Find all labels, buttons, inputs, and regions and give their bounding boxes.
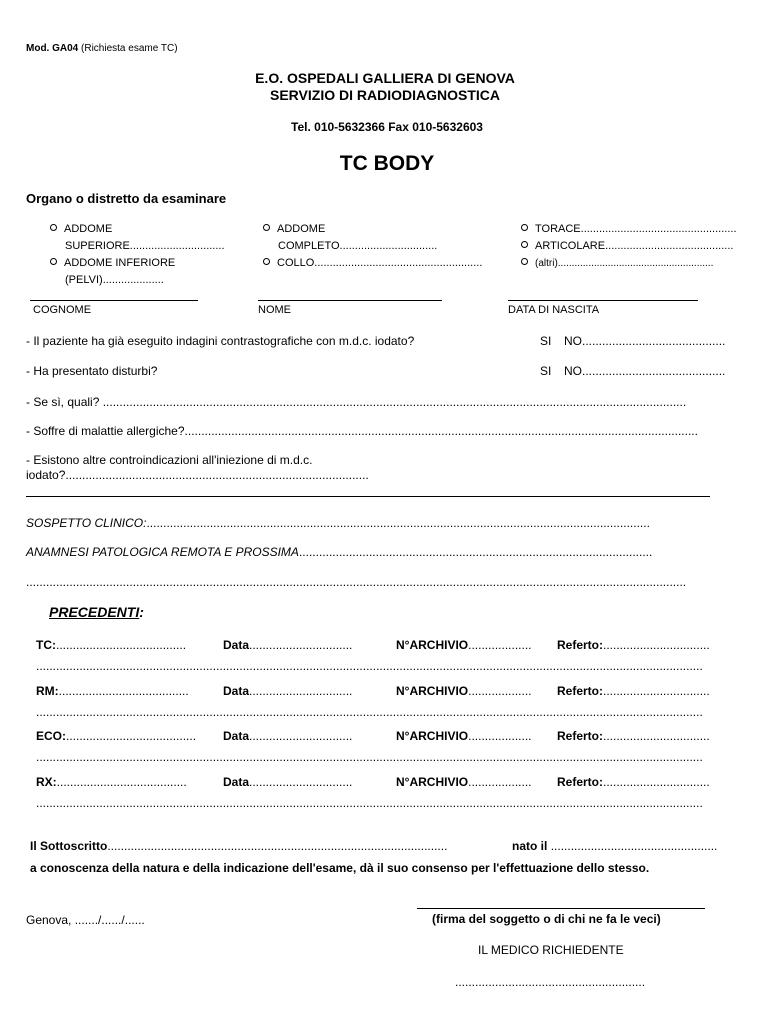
question-contraindications: - Esistono altre controindicazioni all'iniezione di m.d.c. [26, 453, 313, 467]
report-label: Referto: [557, 684, 604, 698]
archive-field[interactable]: ................... [468, 775, 532, 789]
service-name: SERVIZIO DI RADIODIAGNOSTICA [270, 87, 500, 103]
date-field[interactable]: ............................... [249, 775, 353, 789]
option-label: (altri)........................................................ [535, 258, 714, 269]
exam-type-label: TC: [36, 638, 56, 652]
born[interactable] [512, 839, 717, 853]
precedenti-report[interactable] [557, 684, 710, 698]
report-field[interactable]: ................................ [603, 775, 710, 789]
precedenti-date[interactable] [223, 729, 352, 743]
name-field[interactable] [258, 300, 442, 301]
date-field[interactable]: ............................... [249, 729, 353, 743]
archive-label: N°ARCHIVIO [396, 729, 469, 743]
date-label: Data [223, 684, 250, 698]
radio-icon[interactable] [521, 241, 528, 248]
birthdate-label: DATA DI NASCITA [508, 304, 600, 316]
option-torace[interactable] [521, 223, 737, 235]
precedenti-exam[interactable] [36, 684, 189, 698]
precedenti-archive[interactable] [396, 684, 532, 698]
precedenti-notes-line[interactable]: ........................................................................................................................................................................................................ [36, 705, 703, 719]
precedenti-exam[interactable] [36, 775, 187, 789]
anamnesis-field[interactable]: .......................................................................................................... [298, 545, 653, 559]
archive-field[interactable]: ................... [468, 684, 532, 698]
surname-field[interactable] [30, 300, 198, 301]
question-allergies[interactable]: - Soffre di malattie allergiche?.......................................................................................................................................................... [26, 424, 698, 438]
report-label: Referto: [557, 775, 604, 789]
option-label: ADDOME [64, 223, 113, 235]
report-field[interactable]: ................................ [603, 729, 710, 743]
place-date[interactable] [26, 913, 145, 927]
clinical-suspect-label: SOSPETTO CLINICO: [26, 516, 147, 530]
form-code-id: Mod. GA04 [26, 43, 79, 54]
option-label: ADDOME INFERIORE [64, 257, 176, 269]
precedenti-archive[interactable] [396, 638, 532, 652]
archive-label: N°ARCHIVIO [396, 775, 469, 789]
precedenti-date[interactable] [223, 684, 352, 698]
option-label: COLLO....................................................... [277, 257, 483, 269]
anamnesis[interactable] [26, 545, 652, 559]
doctor-signature-field[interactable]: ......................................................... [455, 975, 646, 989]
precedenti-title: PRECEDENTI [49, 604, 140, 620]
born-label: nato il [512, 839, 548, 853]
radio-icon[interactable] [50, 258, 57, 265]
consent-text: a conoscenza della natura e della indicazione dell'esame, dà il suo consenso per l'effettuazione dello stesso. [30, 861, 650, 875]
exam-type-label: RM: [36, 684, 59, 698]
exam-type-field[interactable]: ....................................... [56, 775, 187, 789]
radio-icon[interactable] [50, 224, 57, 231]
precedenti-notes-line[interactable]: ........................................................................................................................................................................................................ [36, 796, 703, 810]
date-label: Data [223, 729, 250, 743]
exam-type-label: RX: [36, 775, 57, 789]
option-label: ARTICOLARE.......................................... [535, 240, 734, 252]
option-label: TORACE................................................... [535, 223, 737, 235]
precedenti-date[interactable] [223, 775, 352, 789]
question-disturbances: - Ha presentato disturbi? [26, 364, 158, 378]
archive-field[interactable]: ................... [468, 638, 532, 652]
option-altri[interactable] [521, 258, 713, 269]
undersigned-label: Il Sottoscritto [30, 839, 108, 853]
option-addome-inferiore[interactable] [50, 257, 175, 269]
precedenti-archive[interactable] [396, 775, 532, 789]
report-label: Referto: [557, 638, 604, 652]
date-field[interactable]: ............................... [249, 684, 353, 698]
signature-line[interactable] [417, 908, 705, 909]
signature-label: (firma del soggetto o di chi ne fa le veci) [432, 912, 661, 926]
precedenti-notes-line[interactable]: ........................................................................................................................................................................................................ [36, 659, 703, 673]
report-label: Referto: [557, 729, 604, 743]
option-articolare[interactable] [521, 240, 733, 252]
born-field[interactable]: .................................................. [550, 839, 718, 853]
doctor-label: IL MEDICO RICHIEDENTE [478, 943, 624, 957]
anamnesis-label: ANAMNESI PATOLOGICA REMOTA E PROSSIMA [26, 545, 299, 559]
precedenti-exam[interactable] [36, 729, 196, 743]
exam-type-field[interactable]: ....................................... [56, 638, 187, 652]
answer-no[interactable]: NO........................................... [564, 364, 726, 378]
precedenti-report[interactable] [557, 638, 710, 652]
question-contrast: - Il paziente ha già eseguito indagini contrastografiche con m.d.c. iodato? [26, 334, 415, 348]
undersigned[interactable] [30, 839, 447, 853]
form-code [26, 43, 178, 54]
option-label: ADDOME [277, 223, 326, 235]
precedenti-heading [49, 604, 144, 620]
option-addome-superiore[interactable] [50, 223, 112, 235]
exam-type-field[interactable]: ....................................... [66, 729, 197, 743]
place-label: Genova, [26, 913, 72, 927]
organ-heading: Organo o distretto da esaminare [26, 191, 227, 206]
exam-type-label: ECO: [36, 729, 66, 743]
date-label: Data [223, 638, 250, 652]
hospital-name: E.O. OSPEDALI GALLIERA DI GENOVA [255, 70, 515, 86]
option-collo[interactable] [263, 257, 482, 269]
exam-type-field[interactable]: ....................................... [58, 684, 189, 698]
undersigned-field[interactable]: ...................................................................................................... [107, 839, 448, 853]
precedenti-date[interactable] [223, 638, 352, 652]
question-contraindications-field[interactable]: iodato?........................................................................................... [26, 468, 369, 482]
surname-label: COGNOME [33, 304, 92, 316]
option-continuation: COMPLETO................................ [278, 240, 438, 252]
option-continuation: (PELVI).................... [65, 274, 164, 286]
radio-icon[interactable] [521, 224, 528, 231]
radio-icon[interactable] [263, 224, 270, 231]
clinical-suspect[interactable] [26, 516, 650, 530]
report-field[interactable]: ................................ [603, 638, 710, 652]
precedenti-notes-line[interactable]: ........................................................................................................................................................................................................ [36, 750, 703, 764]
option-continuation: SUPERIORE............................... [65, 240, 225, 252]
answer-no[interactable]: NO........................................... [564, 334, 726, 348]
archive-label: N°ARCHIVIO [396, 638, 469, 652]
question-which[interactable]: - Se sì, quali? ............................................................................................................................................................................... [26, 395, 687, 409]
precedenti-report[interactable] [557, 775, 710, 789]
radio-icon[interactable] [521, 258, 528, 265]
answer-yes[interactable]: SI [540, 334, 552, 348]
archive-label: N°ARCHIVIO [396, 684, 469, 698]
archive-field[interactable]: ................... [468, 729, 532, 743]
anamnesis-extra-line[interactable]: ...................................................................................................................................................................................................... [26, 575, 687, 589]
date-field[interactable]: ............................... [249, 638, 353, 652]
radio-icon[interactable] [263, 258, 270, 265]
date-label: Data [223, 775, 250, 789]
name-label: NOME [258, 304, 291, 316]
precedenti-archive[interactable] [396, 729, 532, 743]
report-field[interactable]: ................................ [603, 684, 710, 698]
birthdate-field[interactable] [508, 300, 698, 301]
precedenti-exam[interactable] [36, 638, 186, 652]
precedenti-colon: : [139, 604, 144, 620]
divider [26, 496, 710, 497]
page-title: TC BODY [339, 152, 435, 175]
clinical-suspect-field[interactable]: ....................................................................................................................................................... [146, 516, 650, 530]
option-addome-completo[interactable] [263, 223, 325, 235]
date-field[interactable]: ......./....../...... [74, 913, 145, 927]
contact-info: Tel. 010-5632366 Fax 010-5632603 [291, 120, 483, 134]
precedenti-report[interactable] [557, 729, 710, 743]
answer-yes[interactable]: SI [540, 364, 552, 378]
form-code-desc: (Richiesta esame TC) [81, 43, 178, 54]
